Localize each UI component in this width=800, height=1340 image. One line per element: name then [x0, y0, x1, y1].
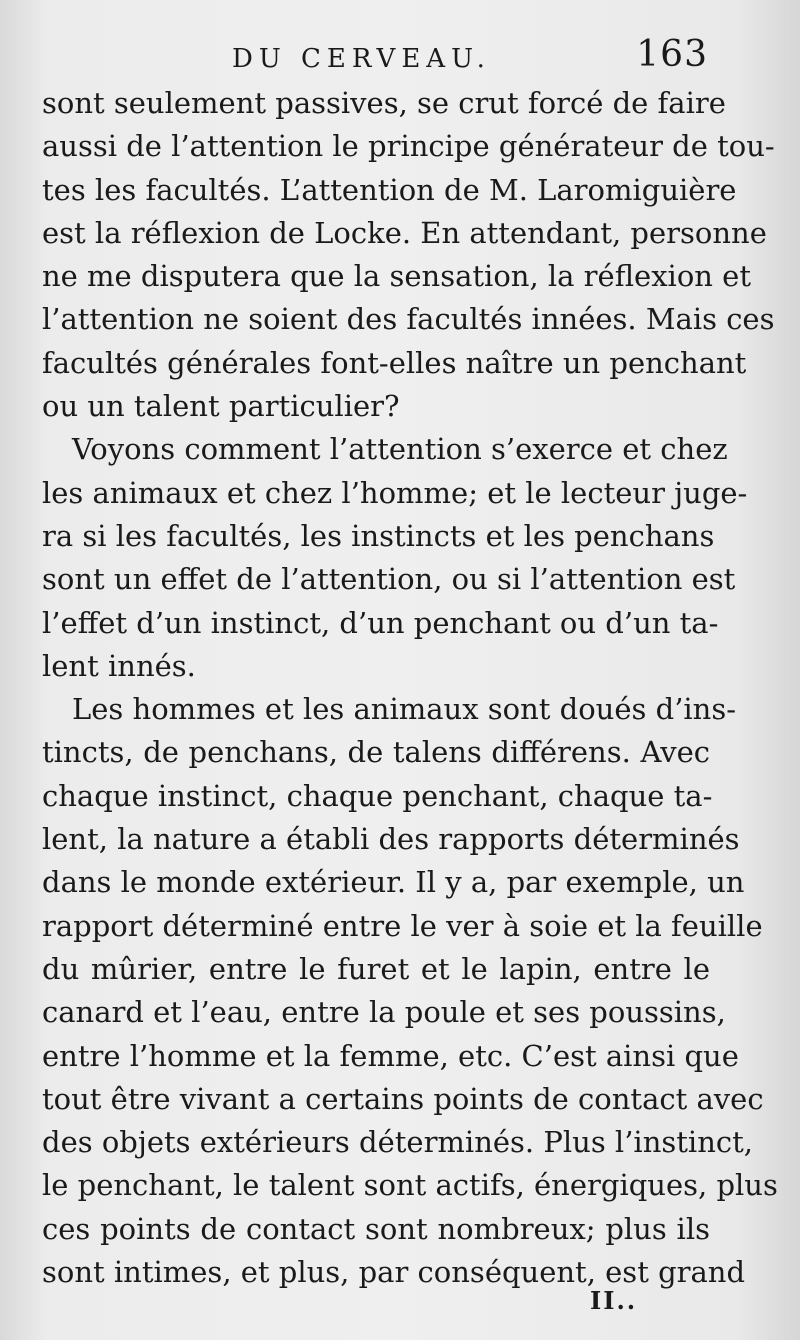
- text-line: aussi de l’attention le principe générateur de tou-: [42, 129, 775, 164]
- body-text: [42, 82, 778, 1294]
- text-line: ces points de contact sont nombreux; plus ils: [42, 1211, 710, 1246]
- signature-mark: II..: [590, 1286, 638, 1315]
- text-line: ne me disputera que la sensation, la réflexion et: [42, 259, 751, 294]
- text-line: sont intimes, et plus, par conséquent, est grand: [42, 1255, 746, 1290]
- paragraph-start-line: Les hommes et les animaux sont doués d’ins-: [72, 692, 737, 727]
- paragraph-start-line: Voyons comment l’attention s’exerce et chez: [72, 432, 728, 467]
- text-line: les animaux et chez l’homme; et le lecteur juge-: [42, 475, 748, 510]
- text-line: l’effet d’un instinct, d’un penchant ou d’un ta-: [42, 605, 719, 640]
- text-line: ou un talent particulier?: [42, 389, 400, 424]
- text-line: du mûrier, entre le furet et le lapin, entre le: [42, 951, 710, 986]
- running-title: DU CERVEAU.: [232, 44, 491, 74]
- text-line: le penchant, le talent sont actifs, énergiques, plus: [42, 1168, 778, 1203]
- text-line: ra si les facultés, les instincts et les penchans: [42, 518, 715, 553]
- text-line: chaque instinct, chaque penchant, chaque ta-: [42, 778, 713, 813]
- text-line: lent innés.: [42, 648, 196, 683]
- text-line: tincts, de penchans, de talens différens. Avec: [42, 735, 710, 770]
- page-number: 163: [636, 34, 708, 75]
- text-line: rapport déterminé entre le ver à soie et la feuille: [42, 908, 763, 943]
- text-line: des objets extérieurs déterminés. Plus l’instinct,: [42, 1125, 753, 1160]
- text-line: tout être vivant a certains points de contact avec: [42, 1081, 764, 1116]
- text-line: facultés générales font-elles naître un penchant: [42, 345, 747, 380]
- text-line: l’attention ne soient des facultés innées. Mais ces: [42, 302, 775, 337]
- text-line: entre l’homme et la femme, etc. C’est ainsi que: [42, 1038, 739, 1073]
- text-line: lent, la nature a établi des rapports déterminés: [42, 822, 740, 857]
- running-head: [0, 30, 800, 80]
- text-line: dans le monde extérieur. Il y a, par exemple, un: [42, 865, 745, 900]
- text-line: sont un effet de l’attention, ou si l’attention est: [42, 562, 736, 597]
- text-line: est la réflexion de Locke. En attendant, personne: [42, 215, 767, 250]
- text-line: sont seulement passives, se crut forcé de faire: [42, 86, 726, 120]
- text-line: canard et l’eau, entre la poule et ses poussins,: [42, 995, 726, 1030]
- text-line: tes les facultés. L’attention de M. Laromiguière: [42, 172, 737, 207]
